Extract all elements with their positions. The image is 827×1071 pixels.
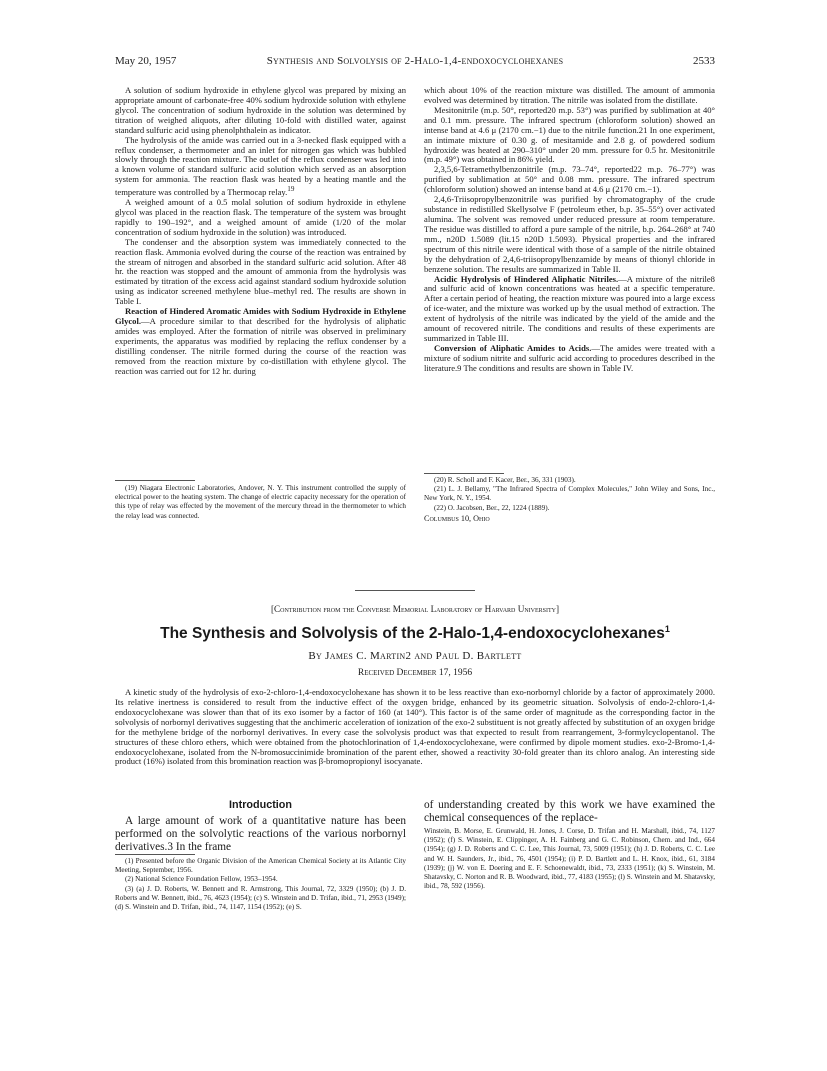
paragraph: 2,3,5,6-Tetramethylbenzonitrile (m.p. 73–74°, reported22 m.p. 76–77°) was purified by sublimation at 50° and 0.08 mm. pressure. The infrared spectrum (chloroform solution) showed an intense band at 4.6 μ (2170 cm.−1). [424, 164, 715, 195]
footnote-rule [115, 854, 195, 855]
paragraph: Conversion of Aliphatic Amides to Acids.—The amides were treated with a mixture of sodium nitrite and sulfuric acid according to procedures described in the literature.9 The conditions and results are shown in Table IV. [424, 342, 715, 373]
paragraph: A large amount of work of a quantitative nature has been performed on the solvolytic reactions of the various norbornyl derivatives.3 In the frame [115, 815, 406, 853]
location-line: Columbus 10, Ohio [424, 513, 490, 523]
paragraph: which about 10% of the reaction mixture was distilled. The amount of ammonia evolved was determined by titration. The nitrile was isolated from the distillate. [424, 85, 715, 105]
footnote: (22) O. Jacobsen, Ber., 22, 1224 (1889). [434, 503, 550, 512]
footnote: Winstein, B. Morse, E. Grunwald, H. Jones, J. Corse, D. Trifan and H. Marshall, ibid., 74, 1127 (1952); (f) S. Winstein, E. Clippinger, A. H. Fainberg and G. C. Robinson, Chem. and Ind., 664 (1954); (g) J. D. Roberts and C. C. Lee, This Journal, 73, 5009 (1951); (h) J. D. Roberts, C. C. Lee and W. H. Saunders, Jr., ibid., 76, 4501 (1954); (i) P. D. Bartlett and L. H. Knox, ibid., 61, 3184 (1939); (j) W. von E. Doering and E. F. Schoenewaldt, ibid., 73, 2333 (1951); (k) S. Winstein, M. Shatavsky, C. Norton and R. B. Woodward, ibid., 77, 4183 (1955); (l) S. Winstein and M. Shatavsky, ibid., 78, 592 (1956). [424, 827, 715, 891]
reference-mark: 19 [287, 185, 295, 194]
section-heading: Reaction of Hindered Aromatic Amides with Sodium Hydroxide in Ethylene Glycol. [115, 306, 406, 327]
abstract-text: A kinetic study of the hydrolysis of exo-2-chloro-1,4-endoxocyclohexane has shown it to be less reactive than exo-norbornyl chloride by a factor of approximately 2000. Its relative inertness is considered to result from the inductive effect of the oxygen bridge, enhanced by its geometric situation. Solvolysis of endo-2-chloro-1,4-endoxocyclohexane was slower than that of its exo isomer by a factor of 160 (at 140°). This factor is of the same order of magnitude as the corresponding factor in the solvolysis of norbornyl derivatives suggesting that the anchimeric acceleration of ionization of the exo-2 substituent is not greatly affected by substitution of an oxygen bridge for the methylene bridge of the norbornyl derivatives. In every case the solvolysis product was that expected to result from rearrangement, 3-formylcyclopentanol. The structures of these chloro ethers, which were obtained from the photochlorination of 1,4-endoxocyclohexane, were confirmed by dipole moment studies. exo-2-Bromo-1,4-endoxocyclohexane, isolated from the N-bromosuccinimide bromination of the parent ether, showed a reactivity 30-fold greater than its chloro analog. An interesting side product (16%) isolated from this bromination reaction was β-bromopropionyl isocyanate. [115, 687, 715, 767]
footnotes-left-bottom [115, 857, 406, 912]
paragraph: Reaction of Hindered Aromatic Amides with Sodium Hydroxide in Ethylene Glycol.—A procedure similar to that described for the hydrolysis of aliphatic amides was employed. After the formation of nitrile was observed in preliminary experiments, the apparatus was modified by replacing the reflux condenser by a distilling condenser. The nitrile formed during the course of the reaction was removed from the reaction mixture by co-distillation with ethylene glycol. The reaction was carried out for 12 hr. during [115, 306, 406, 376]
header-date: May 20, 1957 [115, 55, 177, 67]
introduction-left [115, 815, 406, 853]
title-reference-mark: 1 [664, 624, 670, 634]
article-title: The Synthesis and Solvolysis of the 2-Halo-1,4-endoxocyclohexanes$^1$ [160, 624, 670, 643]
contribution-line: [Contribution from the Converse Memorial Laboratory of Harvard University] [270, 604, 560, 614]
footnotes-left-top [115, 484, 406, 521]
footnotes-right-top [424, 476, 715, 523]
running-header [115, 55, 715, 71]
paragraph: A weighed amount of a 0.5 molal solution of sodium hydroxide in ethylene glycol was placed in the reaction flask. The temperature of the system was brought rapidly to 190–192°, and a weighed amount of amide (1/20 of the molar concentration of sodium hydroxide in the solution) was introduced. [115, 197, 406, 237]
section-heading: Acidic Hydrolysis of Hindered Aliphatic Nitriles. [434, 273, 619, 284]
footnote: (3) (a) J. D. Roberts, W. Bennett and R. Armstrong, This Journal, 72, 3329 (1950); (b) J. D. Roberts and W. Bennett, ibid., 76, 4623 (1954); (c) S. Winstein and D. Trifan, ibid., 71, 2953 (1949); (d) S. Winstein and D. Trifan, ibid., 74, 1147, 1154 (1952); (e) S. [115, 884, 406, 912]
column-left-top [115, 86, 406, 377]
column-right-top [424, 86, 715, 374]
section-heading: Conversion of Aliphatic Amides to Acids. [434, 342, 592, 353]
footnote: (2) National Science Foundation Fellow, 1953–1954. [125, 875, 278, 884]
footnote-rule [115, 480, 195, 481]
header-page-number: 2533 [693, 55, 715, 67]
article-separator [355, 590, 475, 591]
article-authors: By James C. Martin2 and Paul D. Bartlett [308, 650, 522, 662]
paragraph: Mesitonitrile (m.p. 50°, reported20 m.p. 53°) was purified by sublimation at 40° and 0.1 mm. pressure. The infrared spectrum (chloroform solution) showed an intense band at 4.6 μ (2170 cm.−1) due to the nitrile function.21 In one experiment, an intimate mixture of 0.30 g. of mesitamide and 2.8 g. of powdered sodium hydroxide was heated at 290–310° under 20 mm. pressure for 0.5 hr. Mesitonitrile (m.p. 49°) was obtained in 86% yield. [424, 104, 715, 165]
paragraph: 2,4,6-Triisopropylbenzonitrile was purified by chromatography of the crude substance in redistilled Skellysolve F (petroleum ether, b.p. 35–55°) over activated alumina. The solvent was removed under reduced pressure at room temperature. The residue was distilled to afford a pure sample of the nitrile, b.p. 264–268° at 740 mm., n20D 1.5089 (lit.15 n20D 1.5093). Physical properties and the infrared spectrum of this nitrile were identical with those of a sample of the nitrile obtained by the dehydration of 2,4,6-triisopropylbenzamide by means of thionyl chloride in benzene solution. The results are summarized in Table II. [424, 194, 715, 274]
abstract [115, 688, 715, 767]
header-running-title: Synthesis and Solvolysis of 2-Halo-1,4-endoxocyclohexanes [266, 55, 564, 67]
footnote: (21) L. J. Bellamy, "The Infrared Spectra of Complex Molecules," John Wiley and Sons, Inc., New York, N. Y., 1954. [424, 485, 715, 503]
introduction-right [424, 799, 715, 825]
paragraph: A solution of sodium hydroxide in ethylene glycol was prepared by mixing an appropriate amount of carbonate-free 40% sodium hydroxide solution with ethylene glycol. The concentration of sodium hydroxide in the solution was determined by titration of weighed aliquots, after diluting 10-fold with distilled water, against standard sulfuric acid using phenolphthalein as indicator. [115, 85, 406, 135]
paragraph: of understanding created by this work we have examined the chemical consequences of the replace- [424, 799, 715, 824]
paragraph: The condenser and the absorption system was immediately connected to the reaction flask. Ammonia evolved during the course of the reaction was entrained by the stream of nitrogen and absorbed in the standard sulfuric acid solution. After 48 hr. the reaction was stopped and the amount of ammonia from the hydrolysis was estimated by titration of the excess acid against standard sodium hydroxide solution using as indicator screened methylene blue–methyl red. The results are shown in Table I. [115, 236, 406, 307]
footnote-rule [424, 473, 504, 474]
received-date: Received December 17, 1956 [357, 668, 473, 678]
paragraph: Acidic Hydrolysis of Hindered Aliphatic Nitriles.—A mixture of the nitrile8 and sulfuric acid of known concentrations was heated at a specific temperature. After a certain period of heating, the reaction mixture was poured into a large excess of ice-water, and the mixture was worked up by the usual method of extraction. The extent of hydrolysis of the nitrile was indicated by the yield of the amide and the amount of recovered nitrile. The conditions and results of these experiments are summarized in Table III. [424, 273, 715, 344]
footnote: (19) Niagara Electronic Laboratories, Andover, N. Y. This instrument controlled the supply of electrical power to the heating system. The change of electric capacity necessary for the operation of this type of relay was effected by the movement of the mercury thread in the thermometer to which the relay lead was connected. [115, 484, 406, 520]
footnote: (20) R. Scholl and F. Kacer, Ber., 36, 331 (1903). [434, 476, 576, 484]
introduction-heading: Introduction [229, 799, 292, 811]
paragraph: The hydrolysis of the amide was carried out in a 3-necked flask equipped with a reflux condenser, a thermometer and an inlet for nitrogen gas which was bubbled slowly through the reaction mixture. The outlet of the reflux condenser was led into a known volume of standard sulfuric acid solution which served as an absorption system for ammonia. The reaction flask was heated by a heating mantle and the temperature was controlled by a Thermocap relay.$^{19}$ [115, 134, 406, 198]
footnotes-right-bottom [424, 827, 715, 891]
footnote: (1) Presented before the Organic Division of the American Chemical Society at its Atlantic City Meeting, September, 1956. [115, 857, 406, 875]
